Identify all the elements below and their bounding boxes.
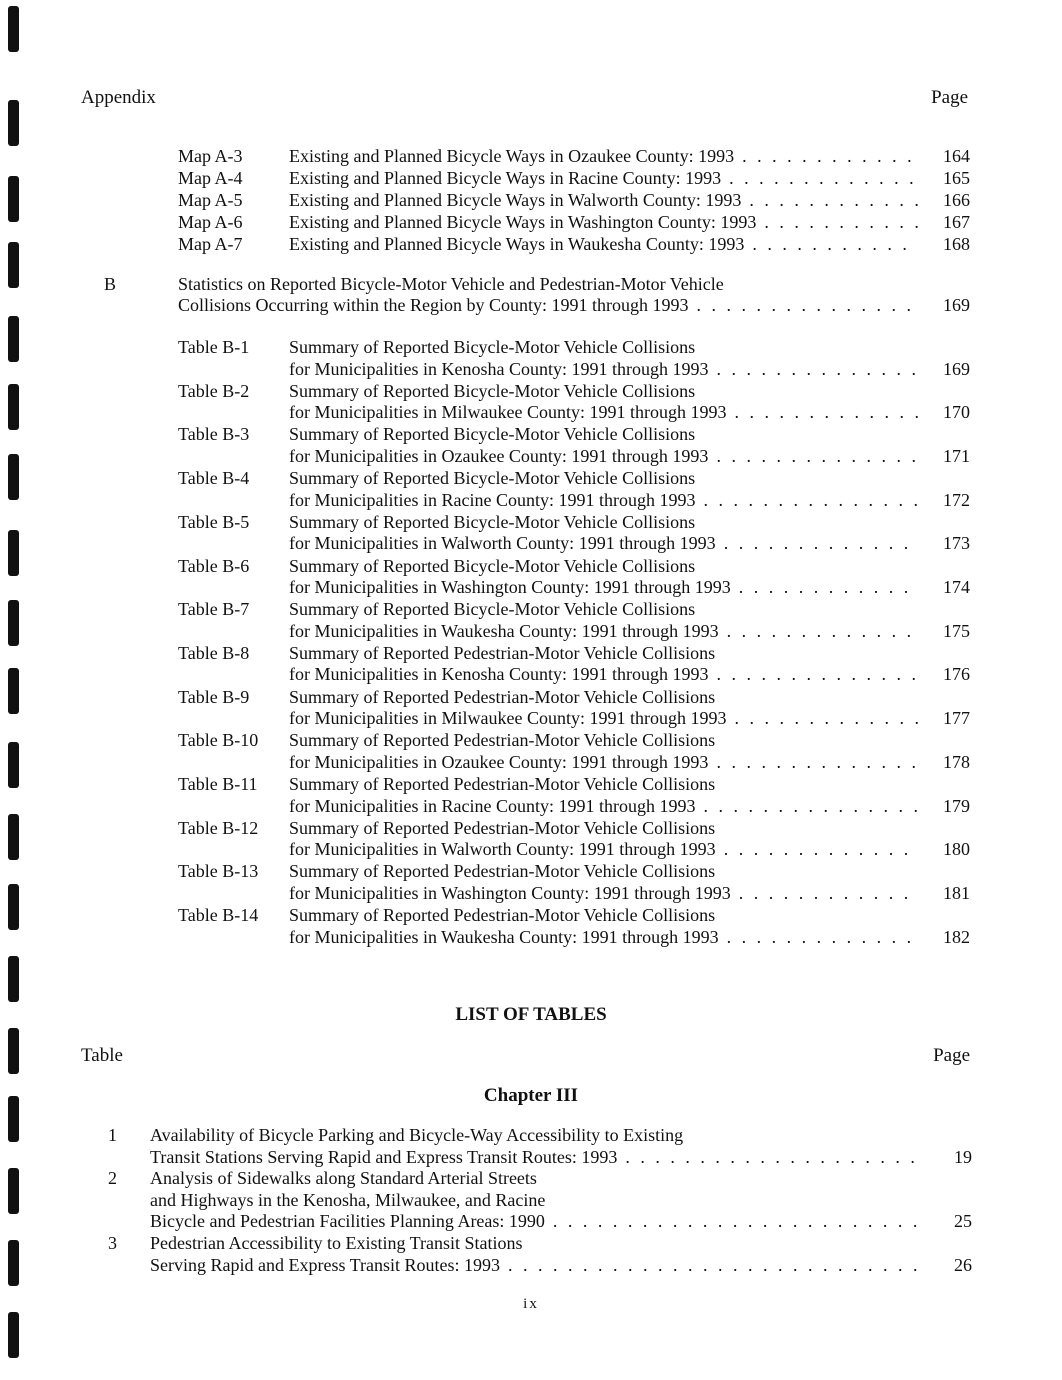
dot-leader (731, 882, 918, 904)
entry-label: Map A-4 (178, 168, 243, 188)
dot-leader (726, 401, 918, 423)
page-number: 168 (943, 234, 970, 254)
entry-title: Summary of Reported Pedestrian-Motor Vehicle Collisions (289, 905, 716, 926)
entry-label: Table B-14 (178, 905, 259, 926)
dot-leader (708, 445, 918, 467)
entry-title: Summary of Reported Bicycle-Motor Vehicle Collisions (289, 424, 696, 445)
page-number: 172 (943, 489, 970, 510)
entry-title-cont: for Municipalities in Washington County: 1991 through 1993 (289, 882, 731, 903)
page-number: 166 (943, 190, 970, 210)
entry-label: Table B-10 (178, 730, 259, 751)
entry-title-cont: for Municipalities in Walworth County: 1991 through 1993 (289, 533, 716, 554)
entry-title-cont: for Municipalities in Racine County: 1991 through 1993 (289, 795, 696, 816)
entry-title: Availability of Bicycle Parking and Bicycle-Way Accessibility to Existing (150, 1125, 684, 1145)
dot-leader (719, 620, 918, 642)
entry-label: Table B-2 (178, 380, 250, 401)
page-number: 179 (943, 795, 970, 816)
dot-leader (695, 489, 918, 511)
entry-title: Summary of Reported Pedestrian-Motor Vehicle Collisions (289, 861, 716, 882)
page-folio: ix (523, 1296, 539, 1312)
page-number: 169 (943, 295, 970, 315)
dot-leader (688, 294, 918, 316)
page-number: 177 (943, 708, 970, 729)
table-number: 3 (108, 1233, 117, 1253)
dot-leader (741, 189, 918, 211)
entry-label: Table B-3 (178, 424, 250, 445)
entry-title: and Highways in the Kenosha, Milwaukee, and Racine (150, 1189, 546, 1210)
dot-leader (716, 838, 918, 860)
entry-label: Table B-9 (178, 686, 250, 707)
page-number: 182 (943, 926, 970, 947)
entry-title-cont: for Municipalities in Waukesha County: 1991 through 1993 (289, 926, 719, 947)
dot-leader (708, 358, 918, 380)
entry-label: Table B-6 (178, 555, 250, 576)
appendix-b-title: Statistics on Reported Bicycle-Motor Vehicle and Pedestrian-Motor Vehicle (178, 274, 724, 294)
entry-title-cont: for Municipalities in Milwaukee County: 1991 through 1993 (289, 402, 727, 423)
dot-leader (744, 233, 918, 255)
entry-title: Existing and Planned Bicycle Ways in Ozaukee County: 1993 (289, 146, 735, 166)
entry-label: Table B-1 (178, 337, 250, 357)
page-number: 164 (943, 146, 970, 166)
entry-title-cont: for Municipalities in Kenosha County: 1991 through 1993 (289, 358, 709, 379)
entry-title-cont: for Municipalities in Milwaukee County: 1991 through 1993 (289, 708, 727, 729)
entry-title-cont: for Municipalities in Waukesha County: 1991 through 1993 (289, 620, 719, 641)
dot-leader (716, 532, 918, 554)
entry-label: Table B-13 (178, 861, 259, 882)
page-number: 176 (943, 664, 970, 685)
entry-title: Transit Stations Serving Rapid and Express Transit Routes: 1993 (150, 1146, 618, 1167)
entry-title: Summary of Reported Pedestrian-Motor Vehicle Collisions (289, 817, 716, 838)
entry-title: Summary of Reported Pedestrian-Motor Vehicle Collisions (289, 642, 716, 663)
entry-label: Table B-11 (178, 774, 258, 794)
entry-label: Map A-3 (178, 146, 243, 166)
page-number: 173 (943, 533, 970, 554)
entry-label: Map A-5 (178, 190, 243, 210)
entry-title: Existing and Planned Bicycle Ways in Racine County: 1993 (289, 168, 722, 188)
entry-title: Summary of Reported Pedestrian-Motor Vehicle Collisions (289, 730, 716, 751)
dot-leader (756, 211, 918, 233)
page-number: 26 (954, 1254, 972, 1275)
dot-leader (695, 795, 918, 817)
dot-leader (726, 707, 918, 729)
page-column-header-2: Page (933, 1045, 970, 1066)
dot-leader (719, 926, 918, 948)
entry-label: Table B-7 (178, 599, 250, 620)
dot-leader (617, 1146, 918, 1168)
entry-label: Table B-8 (178, 642, 250, 663)
entry-title: Existing and Planned Bicycle Ways in Waukesha County: 1993 (289, 234, 745, 254)
table-number: 1 (108, 1125, 117, 1145)
page-number: 180 (943, 839, 970, 860)
page-number: 181 (943, 882, 970, 903)
list-of-tables-heading: LIST OF TABLES (455, 1004, 607, 1025)
entry-title: Analysis of Sidewalks along Standard Arterial Streets (150, 1168, 537, 1189)
entry-title-cont: for Municipalities in Racine County: 1991 through 1993 (289, 489, 696, 510)
binder-marks (8, 0, 22, 1380)
page-column-header: Page (931, 87, 968, 108)
entry-title-cont: for Municipalities in Walworth County: 1991 through 1993 (289, 839, 716, 860)
entry-title: Serving Rapid and Express Transit Routes: 1993 (150, 1254, 500, 1275)
entry-title: Summary of Reported Bicycle-Motor Vehicle Collisions (289, 599, 696, 620)
dot-leader (721, 167, 918, 189)
page-number: 174 (943, 577, 970, 597)
entry-title: Existing and Planned Bicycle Ways in Washington County: 1993 (289, 212, 757, 232)
page-number: 178 (943, 751, 970, 772)
page-number: 167 (943, 212, 970, 232)
dot-leader (545, 1210, 918, 1232)
entry-title: Summary of Reported Pedestrian-Motor Vehicle Collisions (289, 774, 716, 794)
entry-label: Map A-6 (178, 212, 243, 232)
entry-title: Summary of Reported Bicycle-Motor Vehicle Collisions (289, 380, 696, 401)
entry-label: Map A-7 (178, 234, 243, 254)
appendix-column-header: Appendix (81, 87, 156, 108)
entry-title: Summary of Reported Bicycle-Motor Vehicle Collisions (289, 337, 696, 357)
page-number: 165 (943, 168, 970, 188)
dot-leader (708, 751, 918, 773)
table-number: 2 (108, 1168, 117, 1189)
page-number: 169 (943, 358, 970, 379)
entry-title-cont: for Municipalities in Kenosha County: 1991 through 1993 (289, 664, 709, 685)
page-number: 19 (954, 1146, 972, 1167)
dot-leader (734, 145, 918, 167)
page-number: 175 (943, 620, 970, 641)
entry-title: Existing and Planned Bicycle Ways in Walworth County: 1993 (289, 190, 742, 210)
entry-title: Summary of Reported Bicycle-Motor Vehicle Collisions (289, 511, 696, 532)
entry-title: Summary of Reported Bicycle-Motor Vehicle Collisions (289, 468, 696, 489)
entry-title-cont: for Municipalities in Washington County: 1991 through 1993 (289, 577, 731, 597)
entry-label: Table B-5 (178, 511, 250, 532)
entry-title: Summary of Reported Pedestrian-Motor Vehicle Collisions (289, 686, 716, 707)
appendix-b-title-cont: Collisions Occurring within the Region by County: 1991 through 1993 (178, 295, 689, 315)
page-number: 170 (943, 402, 970, 423)
dot-leader (500, 1254, 918, 1276)
dot-leader (708, 663, 918, 685)
dot-leader (731, 576, 918, 598)
entry-title-cont: for Municipalities in Ozaukee County: 1991 through 1993 (289, 751, 709, 772)
appendix-letter: B (104, 274, 117, 294)
entry-title: Pedestrian Accessibility to Existing Transit Stations (150, 1233, 523, 1253)
table-column-header: Table (81, 1045, 123, 1066)
entry-title: Bicycle and Pedestrian Facilities Planning Areas: 1990 (150, 1211, 545, 1232)
page-number: 25 (954, 1211, 972, 1232)
entry-label: Table B-4 (178, 468, 250, 489)
entry-title-cont: for Municipalities in Ozaukee County: 1991 through 1993 (289, 445, 709, 466)
page-number: 171 (943, 445, 970, 466)
entry-title: Summary of Reported Bicycle-Motor Vehicle Collisions (289, 555, 696, 576)
entry-label: Table B-12 (178, 817, 259, 838)
chapter-heading: Chapter III (483, 1085, 579, 1106)
